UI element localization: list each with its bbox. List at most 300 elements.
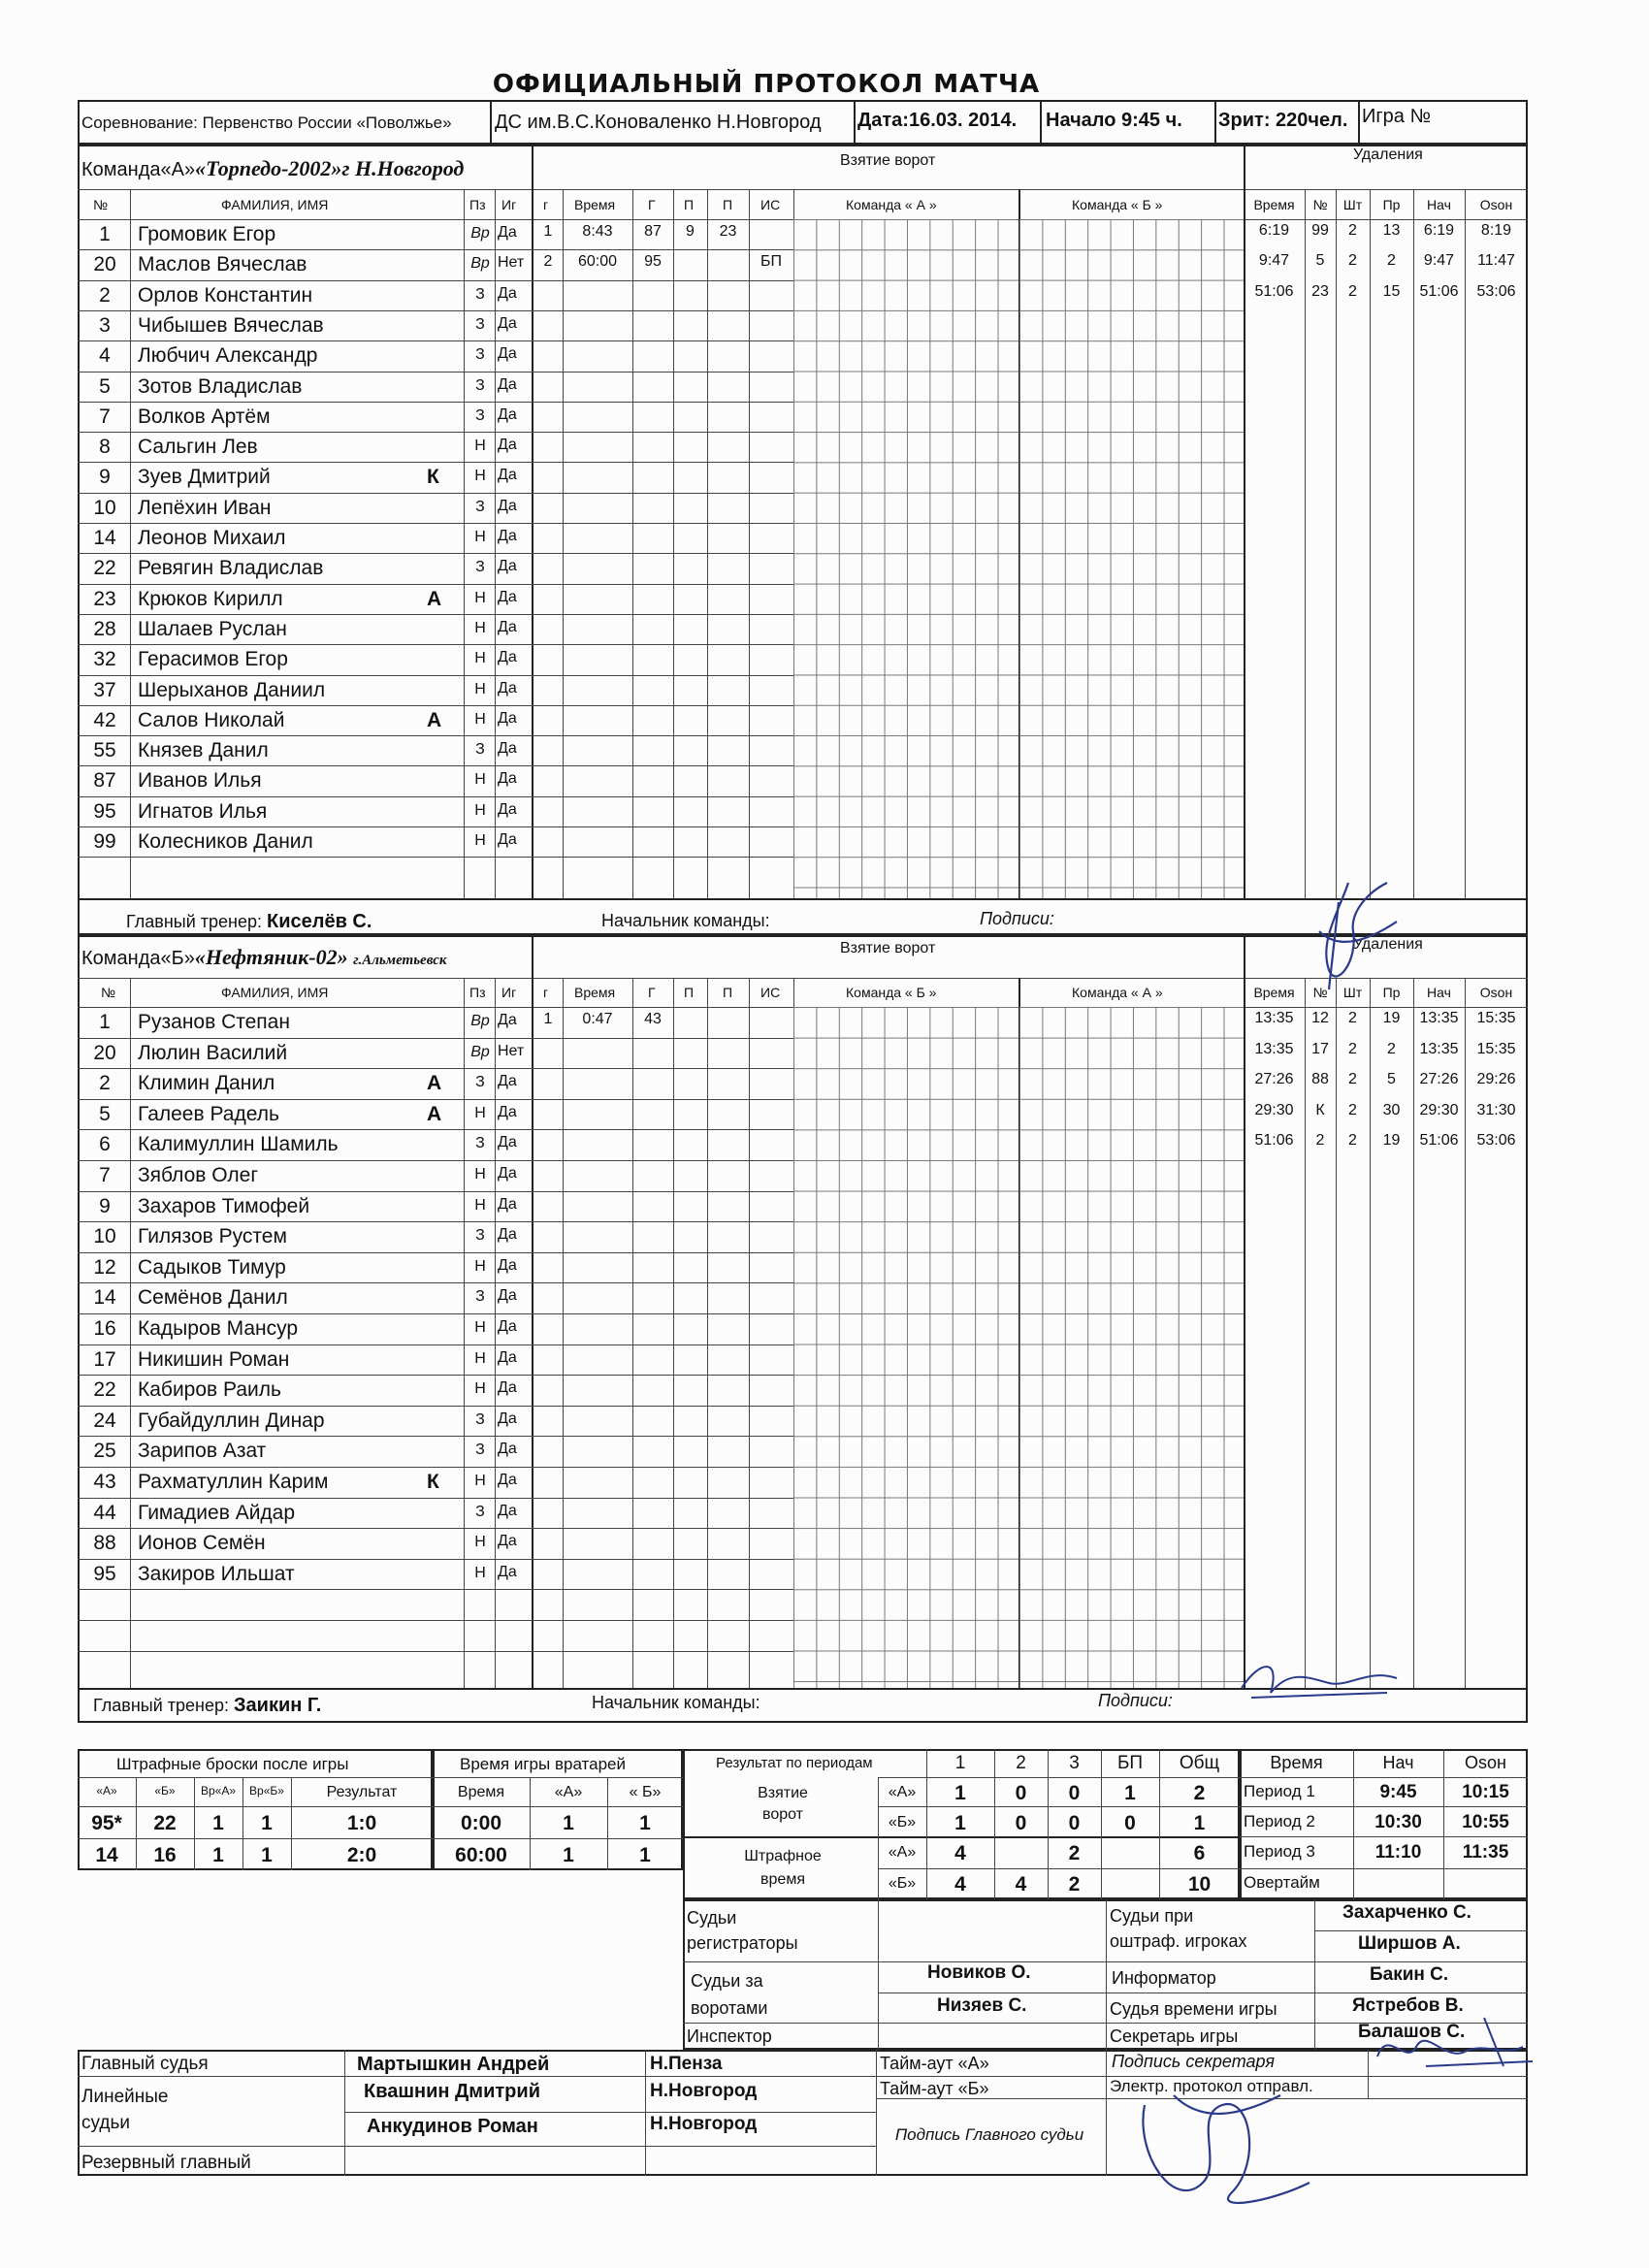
row-line xyxy=(532,1406,793,1407)
row-line xyxy=(78,1099,532,1100)
player-position: З xyxy=(475,1074,485,1090)
head-ref-sign-label: Подпись Главного судьи xyxy=(894,2125,1084,2144)
player-number: 1 xyxy=(99,223,111,245)
player-played: Да xyxy=(498,1134,517,1150)
player-number: 88 xyxy=(93,1532,116,1554)
penalty-time: 29:30 xyxy=(1254,1102,1294,1118)
row-line xyxy=(532,1528,793,1529)
period-col-header: БП xyxy=(1116,1753,1144,1773)
player-role: А xyxy=(427,709,442,731)
row-line xyxy=(78,1221,532,1222)
player-played: Да xyxy=(498,710,517,727)
team-b-opp-grid xyxy=(1019,1007,1244,1688)
row-line xyxy=(78,1467,532,1468)
shootout-col-header: Вр«А» xyxy=(200,1784,237,1798)
col-P1: П xyxy=(684,197,695,212)
shootout-cell: 95* xyxy=(91,1812,122,1834)
player-played: Да xyxy=(498,1165,517,1182)
player-number: 43 xyxy=(93,1471,116,1493)
row-line xyxy=(78,553,532,554)
penalty-sht: 2 xyxy=(1348,283,1357,300)
col-time-b: Время xyxy=(574,985,616,1000)
period-cell: 4 xyxy=(954,1873,966,1895)
player-played: Да xyxy=(498,831,517,848)
team-b-penalties-header: Удаления xyxy=(1353,936,1423,953)
timing-cell: 10:55 xyxy=(1462,1812,1509,1832)
player-position: Н xyxy=(474,1197,486,1214)
team-a-own-grid xyxy=(793,219,1018,898)
player-position: Н xyxy=(474,681,486,697)
penalty-col-header: Нач xyxy=(1427,985,1451,1000)
period-cell: 4 xyxy=(954,1842,966,1864)
goal-scorer: 95 xyxy=(644,253,662,270)
goal-number: 1 xyxy=(543,1011,553,1027)
timing-col-header: Нач xyxy=(1382,1753,1414,1772)
player-name: Губайдуллин Динар xyxy=(138,1409,325,1432)
player-position: Н xyxy=(474,1473,486,1489)
period-team-label: «Б» xyxy=(888,1814,917,1831)
row-line xyxy=(532,675,793,676)
player-position: З xyxy=(475,1135,485,1151)
penalty-sht: 2 xyxy=(1348,1041,1357,1057)
player-played: Да xyxy=(498,1349,517,1366)
player-played: Да xyxy=(498,1196,517,1213)
penalty-box-judge-2: Ширшов А. xyxy=(1358,1933,1461,1954)
player-name: Зяблов Олег xyxy=(138,1164,258,1186)
row-line xyxy=(78,614,532,615)
penalty-no: 23 xyxy=(1311,283,1329,300)
player-position: З xyxy=(475,1288,485,1305)
team-a-signatures-label: Подписи: xyxy=(980,909,1054,928)
start-time: Начало 9:45 ч. xyxy=(1046,110,1182,131)
player-number: 24 xyxy=(93,1409,116,1432)
player-name: Семёнов Данил xyxy=(138,1286,288,1309)
player-number: 95 xyxy=(93,800,116,823)
penalty-time: 51:06 xyxy=(1254,283,1294,300)
period-cell: 0 xyxy=(1124,1812,1136,1834)
timekeeper: Ястребов В. xyxy=(1352,1995,1464,2016)
row-line xyxy=(78,1528,532,1529)
penalty-start: 9:47 xyxy=(1423,252,1455,269)
timing-cell: 11:10 xyxy=(1374,1842,1422,1863)
player-name: Ревягин Владислав xyxy=(138,557,324,579)
linesman-2: Анкудинов Роман xyxy=(367,2116,538,2137)
row-line xyxy=(532,1589,793,1590)
player-played: Да xyxy=(498,437,517,453)
penalty-no: 12 xyxy=(1311,1010,1329,1026)
team-b-label: Команда«Б» xyxy=(81,948,195,969)
penalty-time: 9:47 xyxy=(1258,252,1290,269)
period-col-header: 1 xyxy=(954,1753,966,1773)
row-line xyxy=(532,1252,793,1253)
player-position: Н xyxy=(474,1258,486,1275)
player-name: Колесников Данил xyxy=(138,830,313,853)
penalty-col-header: Шт xyxy=(1342,197,1363,212)
player-position: Вр xyxy=(470,225,490,242)
player-position: Н xyxy=(474,590,486,606)
player-played: Да xyxy=(498,528,517,544)
row-line xyxy=(78,1436,532,1437)
team-b-goals-header: Взятие ворот xyxy=(840,940,936,956)
match-date: Дата:16.03. 2014. xyxy=(857,110,1018,131)
row-line xyxy=(532,1191,793,1192)
col-own-team-b: Команда « Б » xyxy=(846,985,937,1000)
team-a-name: «Торпедо-2002»г Н.Новгород xyxy=(195,156,465,180)
penalty-pr: 2 xyxy=(1387,1041,1396,1057)
player-number: 3 xyxy=(99,314,111,337)
row-line xyxy=(532,735,793,736)
period-col-header: 3 xyxy=(1069,1753,1080,1773)
player-name: Климин Данил xyxy=(138,1072,275,1094)
period-team-label: «А» xyxy=(888,1844,917,1861)
period-cell: 1 xyxy=(954,1782,966,1804)
timeout-a: Тайм-аут «А» xyxy=(880,2054,989,2073)
venue: ДС им.В.С.Коноваленко Н.Новгород xyxy=(495,112,822,133)
shootout-cell: 16 xyxy=(153,1844,177,1866)
player-number: 14 xyxy=(93,527,116,549)
player-played: Да xyxy=(498,1441,517,1457)
player-number: 5 xyxy=(99,1103,111,1125)
timing-cell: 10:15 xyxy=(1462,1782,1509,1802)
col-IS-b: ИС xyxy=(760,985,781,1000)
row-line xyxy=(532,826,793,827)
electronic-sent-label: Электр. протокол отправл. xyxy=(1110,2077,1313,2095)
player-played: Да xyxy=(498,1472,517,1488)
game-number: Игра № xyxy=(1362,106,1431,127)
player-name: Иванов Илья xyxy=(138,769,262,792)
player-number: 22 xyxy=(93,1378,116,1401)
row-line xyxy=(532,644,793,645)
row-line xyxy=(532,1313,793,1314)
player-number: 87 xyxy=(93,769,116,792)
period-team-label: «А» xyxy=(888,1784,917,1800)
player-played: Да xyxy=(498,680,517,697)
player-played: Да xyxy=(498,1564,517,1580)
penalty-end: 11:47 xyxy=(1477,252,1515,269)
penalty-pr: 15 xyxy=(1382,283,1401,300)
penalty-end: 15:35 xyxy=(1476,1010,1516,1026)
player-name: Крюков Кирилл xyxy=(138,588,283,610)
penalty-no: К xyxy=(1315,1102,1325,1118)
player-number: 16 xyxy=(93,1317,116,1340)
period-cell: 0 xyxy=(1068,1782,1081,1804)
row-line xyxy=(532,553,793,554)
player-position: З xyxy=(475,346,485,363)
player-position: Н xyxy=(474,1105,486,1121)
player-played: Да xyxy=(498,801,517,818)
player-number: 9 xyxy=(99,1195,111,1217)
penalty-col-header: Пр xyxy=(1382,197,1401,212)
row-line xyxy=(532,1282,793,1283)
shootout-cell: 1:0 xyxy=(346,1812,377,1834)
shootout-cell: 1 xyxy=(261,1812,273,1834)
col-name-b: ФАМИЛИЯ, ИМЯ xyxy=(221,985,329,1000)
row-line xyxy=(78,1375,532,1376)
penalty-start: 27:26 xyxy=(1419,1071,1459,1087)
goal-time: 0:47 xyxy=(582,1011,613,1027)
period-col-header: 2 xyxy=(1016,1753,1026,1773)
row-line xyxy=(532,1620,793,1621)
penalty-col-header: Время xyxy=(1253,985,1295,1000)
team-a-coach: Киселёв С. xyxy=(267,911,372,932)
goalie-cell: 1 xyxy=(639,1812,651,1834)
player-role: А xyxy=(427,1103,442,1125)
period-cell: 2 xyxy=(1068,1873,1081,1895)
row-line xyxy=(532,310,793,311)
shootout-cell: 2:0 xyxy=(346,1844,377,1866)
row-line xyxy=(532,1038,793,1039)
secretary-sign-label: Подпись секретаря xyxy=(1112,2052,1275,2071)
col-P2: П xyxy=(723,197,733,212)
informer: Бакин С. xyxy=(1370,1964,1449,1985)
player-played: Да xyxy=(498,770,517,787)
row-line xyxy=(78,1191,532,1192)
player-name: Зотов Владислав xyxy=(138,375,303,398)
row-line xyxy=(78,462,532,463)
penalty-box-judge-1: Захарченко С. xyxy=(1342,1902,1471,1923)
period-cell: 1 xyxy=(1124,1782,1136,1804)
team-b-coach-label: Главный тренер: xyxy=(93,1696,229,1715)
player-position: З xyxy=(475,741,485,758)
player-name: Любчич Александр xyxy=(138,344,318,367)
shootout-cell: 14 xyxy=(95,1844,118,1866)
row-line xyxy=(78,644,532,645)
penalty-end: 8:19 xyxy=(1480,222,1512,239)
row-line xyxy=(532,857,793,858)
periods-goals-label: Взятие ворот xyxy=(758,1785,808,1823)
player-played: Да xyxy=(498,406,517,423)
registrars-label: Судьи регистраторы xyxy=(687,1908,798,1953)
row-line xyxy=(532,432,793,433)
penalty-col-header: Пр xyxy=(1382,985,1401,1000)
goalie-col-header: «А» xyxy=(554,1784,583,1800)
player-role: К xyxy=(427,1471,439,1493)
player-name: Ионов Семён xyxy=(138,1532,266,1554)
row-line xyxy=(532,462,793,463)
penalty-pr: 13 xyxy=(1382,222,1401,239)
row-line xyxy=(78,1406,532,1407)
player-position: Вр xyxy=(470,1044,490,1060)
player-number: 7 xyxy=(99,1164,111,1186)
player-role: А xyxy=(427,1072,442,1094)
player-name: Герасимов Егор xyxy=(138,648,288,670)
player-played: Да xyxy=(498,589,517,605)
player-played: Да xyxy=(498,1318,517,1335)
player-position: З xyxy=(475,499,485,515)
penalty-no: 17 xyxy=(1311,1041,1329,1057)
timing-cell: Период 3 xyxy=(1244,1842,1315,1861)
row-line xyxy=(78,1313,532,1314)
player-position: Н xyxy=(474,1319,486,1336)
row-line xyxy=(532,1559,793,1560)
player-played: Да xyxy=(498,285,517,302)
inspector-label: Инспектор xyxy=(687,2026,772,2046)
player-name: Кадыров Мансур xyxy=(138,1317,299,1340)
row-line xyxy=(532,765,793,766)
penalty-start: 6:19 xyxy=(1423,222,1455,239)
period-cell: 10 xyxy=(1187,1873,1212,1895)
player-name: Гилязов Рустем xyxy=(138,1225,287,1247)
player-position: З xyxy=(475,407,485,424)
row-line xyxy=(78,1068,532,1069)
goal-scorer: 43 xyxy=(644,1011,662,1027)
penalty-no: 88 xyxy=(1311,1071,1329,1087)
player-position: Н xyxy=(474,1534,486,1550)
linesman-2-city: Н.Новгород xyxy=(650,2114,758,2134)
timing-col-header: Время xyxy=(1270,1753,1323,1772)
col-own-team: Команда « А » xyxy=(846,197,937,212)
period-cell: 2 xyxy=(1193,1782,1206,1804)
penalty-end: 53:06 xyxy=(1476,1132,1516,1149)
col-pos: Пз xyxy=(469,197,486,212)
competition: Соревнование: Первенство России «Поволжье» xyxy=(81,113,452,132)
player-position: З xyxy=(475,316,485,333)
penalty-time: 6:19 xyxy=(1258,222,1290,239)
player-name: Захаров Тимофей xyxy=(138,1195,310,1217)
goalie-cell: 60:00 xyxy=(455,1844,507,1866)
row-line xyxy=(532,796,793,797)
player-name: Никишин Роман xyxy=(138,1348,290,1371)
player-number: 10 xyxy=(93,497,116,519)
row-line xyxy=(532,1467,793,1468)
player-name: Закиров Ильшат xyxy=(138,1563,295,1585)
player-position: Н xyxy=(474,1166,486,1183)
player-name: Люлин Василий xyxy=(138,1042,288,1064)
row-line xyxy=(532,340,793,341)
row-line xyxy=(78,1282,532,1283)
player-name: Галеев Радель xyxy=(138,1103,279,1125)
player-number: 4 xyxy=(99,344,111,367)
row-line xyxy=(532,280,793,281)
player-played: Нет xyxy=(498,1043,525,1059)
player-name: Орлов Константин xyxy=(138,284,313,307)
player-number: 99 xyxy=(93,830,116,853)
player-name: Князев Данил xyxy=(138,739,269,761)
col-g: г xyxy=(543,197,549,212)
player-name: Маслов Вячеслав xyxy=(138,253,307,275)
player-played: Да xyxy=(498,1073,517,1089)
team-a-label: Команда«А» xyxy=(81,159,196,180)
shootout-cell: 22 xyxy=(153,1812,177,1834)
period-cell: 0 xyxy=(1068,1812,1081,1834)
player-name: Салов Николай xyxy=(138,709,285,731)
shootout-col-header: «Б» xyxy=(154,1784,176,1798)
player-number: 20 xyxy=(93,253,116,275)
player-number: 17 xyxy=(93,1348,116,1371)
shootout-col-header: Вр«Б» xyxy=(249,1784,284,1798)
timing-cell: 9:45 xyxy=(1379,1782,1417,1802)
player-played: Да xyxy=(498,315,517,332)
row-line xyxy=(532,614,793,615)
penalty-pr: 30 xyxy=(1382,1102,1401,1118)
player-position: З xyxy=(475,286,485,303)
player-number: 6 xyxy=(99,1133,111,1155)
page-title: ОФИЦИАЛЬНЫЙ ПРОТОКОЛ МАТЧА xyxy=(492,70,1041,99)
player-played: Да xyxy=(498,619,517,635)
player-position: З xyxy=(475,377,485,394)
player-position: Н xyxy=(474,802,486,819)
row-line xyxy=(78,1160,532,1161)
player-number: 7 xyxy=(99,405,111,428)
player-name: Волков Артём xyxy=(138,405,271,428)
row-line xyxy=(78,1651,532,1652)
player-number: 44 xyxy=(93,1502,116,1524)
penalty-start: 13:35 xyxy=(1419,1041,1459,1057)
player-played: Да xyxy=(498,224,517,241)
penalty-start: 13:35 xyxy=(1419,1010,1459,1026)
shootout-cell: 1 xyxy=(212,1812,224,1834)
goal-situation: БП xyxy=(760,253,782,270)
team-a-penalties-header: Удаления xyxy=(1353,146,1423,163)
row-line xyxy=(78,826,532,827)
player-played: Да xyxy=(498,467,517,483)
shootout-cell: 1 xyxy=(212,1844,224,1866)
col-P1-b: П xyxy=(684,985,695,1000)
team-a-coach-label: Главный тренер: xyxy=(126,912,262,931)
player-name: Шалаев Руслан xyxy=(138,618,287,640)
penalty-col-header: Оsон xyxy=(1479,197,1513,212)
row-line xyxy=(78,1559,532,1560)
row-line xyxy=(532,249,793,250)
row-line xyxy=(78,675,532,676)
player-position: Н xyxy=(474,771,486,788)
row-line xyxy=(532,493,793,494)
player-played: Да xyxy=(498,1533,517,1549)
period-cell: 1 xyxy=(954,1812,966,1834)
period-cell: 0 xyxy=(1015,1782,1027,1804)
player-number: 55 xyxy=(93,739,116,761)
row-line xyxy=(78,280,532,281)
goalie-col-header: « Б» xyxy=(629,1784,662,1800)
team-a-manager-label: Начальник команды: xyxy=(601,911,770,930)
penalty-pr: 19 xyxy=(1382,1010,1401,1026)
player-name: Кабиров Раиль xyxy=(138,1378,281,1401)
head-ref-label: Главный судья xyxy=(81,2054,209,2074)
row-line xyxy=(78,402,532,403)
row-line xyxy=(78,1129,532,1130)
player-position: Н xyxy=(474,1350,486,1367)
row-line xyxy=(78,310,532,311)
penalty-col-header: Шт xyxy=(1342,985,1363,1000)
player-number: 23 xyxy=(93,588,116,610)
player-played: Да xyxy=(498,558,517,574)
penalty-time: 51:06 xyxy=(1254,1132,1294,1149)
player-position: Н xyxy=(474,1380,486,1397)
penalty-box-label: Судьи при оштраф. игроках xyxy=(1110,1906,1247,1951)
penalty-sht: 2 xyxy=(1348,222,1357,239)
row-line xyxy=(78,1498,532,1499)
penalty-start: 51:06 xyxy=(1419,283,1459,300)
col-g-b: г xyxy=(543,985,549,1000)
player-position: Н xyxy=(474,711,486,728)
linesman-1-city: Н.Новгород xyxy=(650,2081,758,2101)
row-line xyxy=(78,1038,532,1039)
player-name: Чибышев Вячеслав xyxy=(138,314,324,337)
row-line xyxy=(78,1589,532,1590)
team-b-manager-label: Начальник команды: xyxy=(592,1693,760,1712)
spectators: Зрит: 220чел. xyxy=(1218,110,1348,131)
player-number: 2 xyxy=(99,1072,111,1094)
head-ref-city: Н.Пенза xyxy=(650,2054,723,2074)
player-played: Да xyxy=(498,345,517,362)
row-line xyxy=(78,705,532,706)
row-line xyxy=(78,340,532,341)
player-played: Да xyxy=(498,1379,517,1396)
row-line xyxy=(532,584,793,585)
player-name: Садыков Тимур xyxy=(138,1256,286,1279)
penalty-pr: 19 xyxy=(1382,1132,1401,1149)
player-number: 5 xyxy=(99,375,111,398)
